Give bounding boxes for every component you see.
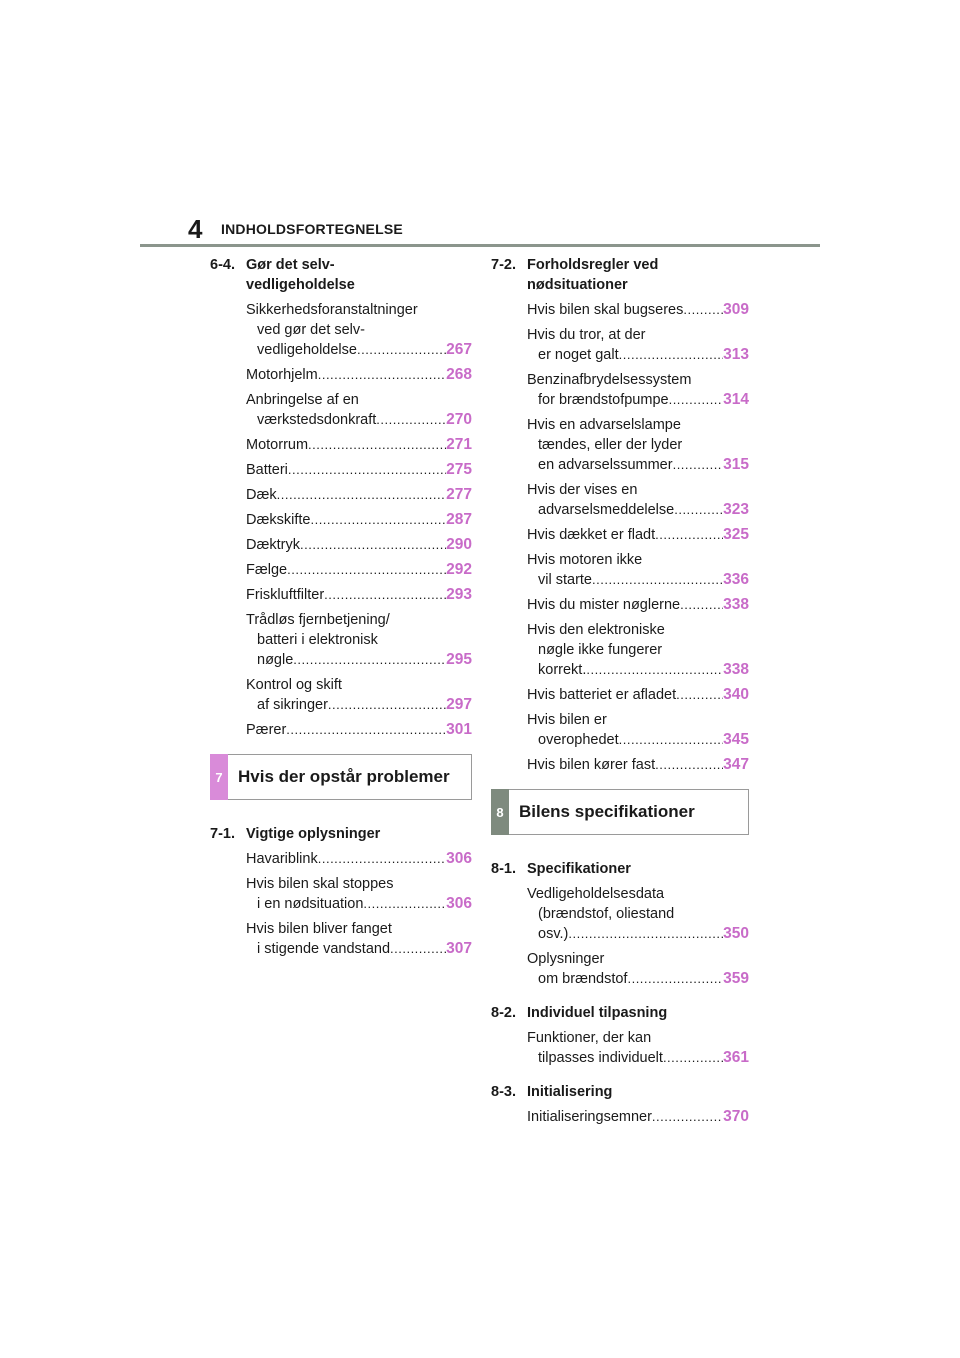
dot-leader	[627, 969, 723, 989]
page-number-link[interactable]: 267	[446, 341, 472, 358]
chapter-banner[interactable]	[491, 789, 749, 835]
chapter-number-tab: 8	[491, 789, 509, 835]
chapter-number-tab: 7	[210, 754, 228, 800]
toc-entry[interactable]	[246, 435, 472, 455]
toc-entry[interactable]	[527, 884, 749, 944]
entry-last-line	[527, 1107, 749, 1127]
dot-leader	[663, 1048, 723, 1068]
page-header	[180, 214, 820, 246]
entry-text-line: Vedligeholdelsesdata	[527, 886, 665, 902]
toc-entry[interactable]	[527, 415, 749, 475]
entry-last-line	[246, 435, 472, 455]
entry-text-line: Benzinafbrydelsessystem	[527, 372, 692, 388]
section-title-line: vedligeholdelse	[246, 277, 355, 293]
entry-last-line	[527, 300, 749, 320]
entry-last-line	[527, 455, 749, 475]
dot-leader	[293, 650, 446, 670]
entry-last-line	[527, 969, 749, 989]
dot-leader	[308, 435, 446, 455]
toc-entry[interactable]	[246, 610, 472, 670]
page-number-link[interactable]: 338	[723, 661, 749, 678]
chapter-banner[interactable]	[210, 754, 472, 800]
entry-text: Hvis du mister nøglerne	[527, 597, 681, 613]
toc-entry[interactable]	[527, 685, 749, 705]
dot-leader	[318, 365, 446, 385]
entry-text-line: Hvis bilen er	[527, 712, 607, 728]
entry-text-line: Hvis den elektroniske	[527, 622, 665, 638]
toc-entry-list	[210, 849, 472, 959]
entry-text: Dæk	[246, 487, 277, 503]
page-number-link[interactable]: 359	[723, 970, 749, 987]
page-number-link[interactable]: 323	[723, 501, 749, 518]
entry-last-line	[527, 685, 749, 705]
dot-leader	[619, 730, 724, 750]
section-title-line: Gør det selv-	[246, 257, 335, 273]
entry-text: værkstedsdonkraft	[257, 412, 377, 428]
page-number-link[interactable]: 340	[723, 686, 749, 703]
entry-text: i stigende vandstand	[257, 941, 391, 957]
dot-leader	[288, 460, 446, 480]
entry-text: Hvis dækket er fladt	[527, 527, 656, 543]
dot-leader	[324, 585, 446, 605]
entry-text: er noget galt	[538, 347, 619, 363]
page-number-link[interactable]: 271	[446, 436, 472, 453]
entry-text-line: Anbringelse af en	[246, 392, 359, 408]
page-number-link[interactable]: 347	[723, 756, 749, 773]
entry-text-line: Hvis bilen skal stoppes	[246, 876, 394, 892]
entry-text-line: tændes, eller der lyder	[538, 437, 683, 453]
chapter-title: Hvis der opstår problemer	[238, 767, 450, 786]
entry-text: Motorrum	[246, 437, 309, 453]
toc-entry[interactable]	[527, 525, 749, 545]
section-title-line: Forholdsregler ved	[527, 257, 659, 273]
page-number-link[interactable]: 290	[446, 536, 472, 553]
entry-text-line: ved gør det selv-	[257, 322, 365, 338]
entry-text-line: nøgle ikke fungerer	[538, 642, 663, 658]
entry-text: Hvis bilen kører fast	[527, 757, 656, 773]
entry-text-line: Kontrol og skift	[246, 677, 342, 693]
dot-leader	[669, 390, 724, 410]
entry-text-line: Funktioner, der kan	[527, 1030, 652, 1046]
toc-entry[interactable]	[527, 325, 749, 365]
entry-last-line	[527, 390, 749, 410]
page-number-link[interactable]: 314	[723, 391, 749, 408]
toc-entry[interactable]	[527, 755, 749, 775]
page-number-link[interactable]: 297	[446, 696, 472, 713]
entry-text: nøgle	[257, 652, 294, 668]
toc-entry[interactable]	[527, 620, 749, 680]
entry-text: Fælge	[246, 562, 288, 578]
page-number-link[interactable]: 338	[723, 596, 749, 613]
dot-leader	[363, 894, 446, 914]
section-number: 7-1.	[210, 826, 235, 842]
dot-leader	[592, 570, 723, 590]
dot-leader	[318, 849, 446, 869]
toc-entry[interactable]	[246, 365, 472, 385]
dot-leader	[357, 340, 446, 360]
entry-text: for brændstofpumpe	[538, 392, 669, 408]
entry-text-line: Hvis bilen bliver fanget	[246, 921, 392, 937]
toc-entry-list	[491, 1028, 749, 1068]
entry-text-line: Hvis motoren ikke	[527, 552, 643, 568]
dot-leader	[652, 1107, 723, 1127]
dot-leader	[619, 345, 724, 365]
entry-text: advarselsmeddelelse	[538, 502, 675, 518]
section-title-line: Initialisering	[527, 1084, 613, 1100]
toc-entry[interactable]	[246, 485, 472, 505]
entry-last-line	[246, 650, 472, 670]
entry-text: Motorhjelm	[246, 367, 318, 383]
dot-leader	[683, 300, 723, 320]
page-number-link[interactable]: 292	[446, 561, 472, 578]
toc-entry[interactable]	[246, 560, 472, 580]
page-number-link[interactable]: 345	[723, 731, 749, 748]
page-number-link[interactable]: 295	[446, 651, 472, 668]
toc-entry[interactable]	[527, 595, 749, 615]
section-number: 8-1.	[491, 861, 516, 877]
page-number-link[interactable]: 270	[446, 411, 472, 428]
page-number-link[interactable]: 277	[446, 486, 472, 503]
entry-text: Havariblink	[246, 851, 318, 867]
entry-text: af sikringer	[257, 697, 328, 713]
entry-last-line	[246, 695, 472, 715]
section-heading	[491, 1003, 749, 1023]
dot-leader	[676, 685, 723, 705]
page-number: 4	[188, 214, 203, 244]
page-number-link[interactable]: 307	[446, 940, 472, 957]
dot-leader	[680, 595, 723, 615]
entry-text-line: (brændstof, oliestand	[538, 906, 675, 922]
entry-last-line	[246, 460, 472, 480]
dot-leader	[328, 695, 446, 715]
page-number-link[interactable]: 306	[446, 895, 472, 912]
entry-last-line	[527, 755, 749, 775]
section-number: 7-2.	[491, 257, 516, 273]
entry-text-line: Hvis en advarselslampe	[527, 417, 681, 433]
entry-text-line: batteri i elektronisk	[257, 632, 378, 648]
entry-text-line: Trådløs fjernbetjening/	[246, 612, 390, 628]
entry-text: vil starte	[538, 572, 592, 588]
entry-text-line: Oplysninger	[527, 951, 605, 967]
entry-text-line: Sikkerhedsforanstaltninger	[246, 302, 418, 318]
entry-text: Batteri	[246, 462, 288, 478]
entry-last-line	[246, 894, 472, 914]
dot-leader	[287, 560, 446, 580]
entry-text: Friskluftfilter	[246, 587, 325, 603]
dot-leader	[376, 410, 446, 430]
toc-entry[interactable]	[246, 535, 472, 555]
toc-entry[interactable]	[246, 460, 472, 480]
page-number-link[interactable]: 275	[446, 461, 472, 478]
toc-entry[interactable]	[246, 720, 472, 740]
entry-text: Pærer	[246, 722, 287, 738]
toc-entry[interactable]	[246, 874, 472, 914]
entry-last-line	[246, 939, 472, 959]
page-number-link[interactable]: 306	[446, 850, 472, 867]
entry-last-line	[246, 849, 472, 869]
chapter-title: Bilens specifikationer	[519, 802, 695, 821]
dot-leader	[286, 720, 446, 740]
toc-entry[interactable]	[246, 849, 472, 869]
document-title: INDHOLDSFORTEGNELSE	[221, 221, 403, 237]
page-number-link[interactable]: 301	[446, 721, 472, 738]
entry-last-line	[246, 510, 472, 530]
dot-leader	[673, 455, 724, 475]
page-number-link[interactable]: 325	[723, 526, 749, 543]
entry-text: Hvis bilen skal bugseres	[527, 302, 684, 318]
toc-entry-list	[210, 300, 472, 740]
dot-leader	[655, 525, 723, 545]
entry-text: Hvis batteriet er afladet	[527, 687, 677, 703]
dot-leader	[390, 939, 446, 959]
entry-last-line	[527, 1048, 749, 1068]
section-heading	[491, 1082, 749, 1102]
entry-last-line	[527, 730, 749, 750]
entry-last-line	[246, 365, 472, 385]
section-number: 8-2.	[491, 1005, 516, 1021]
entry-last-line	[246, 585, 472, 605]
header-divider	[140, 244, 820, 247]
section-title-line: Vigtige oplysninger	[246, 826, 381, 842]
section-number: 8-3.	[491, 1084, 516, 1100]
toc-entry[interactable]	[527, 1028, 749, 1068]
toc-entry[interactable]	[246, 919, 472, 959]
page-number-link[interactable]: 370	[723, 1108, 749, 1125]
section-title-line: Specifikationer	[527, 861, 631, 877]
dot-leader	[300, 535, 446, 555]
toc-entry-list	[491, 300, 749, 775]
section-heading	[491, 859, 749, 879]
entry-text: Dæktryk	[246, 537, 300, 553]
dot-leader	[586, 660, 723, 680]
page-number-link[interactable]: 309	[723, 301, 749, 318]
entry-last-line	[246, 560, 472, 580]
toc-entry[interactable]	[246, 510, 472, 530]
entry-last-line	[246, 340, 472, 360]
dot-leader	[310, 510, 446, 530]
entry-text: i en nødsituation	[257, 896, 364, 912]
toc-entry[interactable]	[527, 1107, 749, 1127]
dot-leader	[568, 924, 723, 944]
page-number-link[interactable]: 336	[723, 571, 749, 588]
entry-text: en advarselssummer	[538, 457, 673, 473]
entry-last-line	[527, 660, 749, 680]
entry-text: om brændstof	[538, 971, 628, 987]
page-number-link[interactable]: 315	[723, 456, 749, 473]
section-heading	[210, 255, 472, 295]
entry-text: Dækskifte	[246, 512, 311, 528]
page-number-link[interactable]: 293	[446, 586, 472, 603]
page-number-link[interactable]: 350	[723, 925, 749, 942]
section-title-line: Individuel tilpasning	[527, 1005, 668, 1021]
toc-column-left	[210, 255, 472, 964]
page-number-link[interactable]: 287	[446, 511, 472, 528]
page-number-link[interactable]: 313	[723, 346, 749, 363]
entry-text-line: Hvis du tror, at der	[527, 327, 646, 343]
page-number-link[interactable]: 361	[723, 1049, 749, 1066]
toc-column-right	[491, 255, 749, 1132]
toc-entry[interactable]	[527, 550, 749, 590]
toc-entry-list	[491, 1107, 749, 1127]
entry-last-line	[527, 924, 749, 944]
toc-entry[interactable]	[527, 949, 749, 989]
toc-entry[interactable]	[246, 390, 472, 430]
section-number: 6-4.	[210, 257, 235, 273]
entry-last-line	[246, 720, 472, 740]
section-title-line: nødsituationer	[527, 277, 628, 293]
entry-text: korrekt.	[538, 662, 587, 678]
entry-last-line	[527, 500, 749, 520]
toc-entry[interactable]	[527, 370, 749, 410]
entry-last-line	[527, 345, 749, 365]
dot-leader	[277, 485, 447, 505]
entry-text: Initialiseringsemner	[527, 1109, 652, 1125]
toc-entry[interactable]	[527, 480, 749, 520]
entry-text: vedligeholdelse	[257, 342, 357, 358]
section-heading	[210, 824, 472, 844]
entry-last-line	[246, 485, 472, 505]
entry-text-line: Hvis der vises en	[527, 482, 638, 498]
toc-entry[interactable]	[527, 300, 749, 320]
entry-last-line	[246, 535, 472, 555]
entry-last-line	[527, 525, 749, 545]
entry-text: overophedet	[538, 732, 619, 748]
entry-text: tilpasses individuelt	[538, 1050, 663, 1066]
entry-last-line	[527, 595, 749, 615]
toc-entry-list	[491, 884, 749, 989]
toc-entry[interactable]	[246, 300, 472, 360]
section-heading	[491, 255, 749, 295]
dot-leader	[655, 755, 723, 775]
entry-text: osv.)	[538, 926, 569, 942]
page-number-link[interactable]: 268	[446, 366, 472, 383]
entry-last-line	[246, 410, 472, 430]
toc-entry[interactable]	[527, 710, 749, 750]
toc-entry[interactable]	[246, 675, 472, 715]
entry-last-line	[527, 570, 749, 590]
dot-leader	[674, 500, 723, 520]
toc-entry[interactable]	[246, 585, 472, 605]
